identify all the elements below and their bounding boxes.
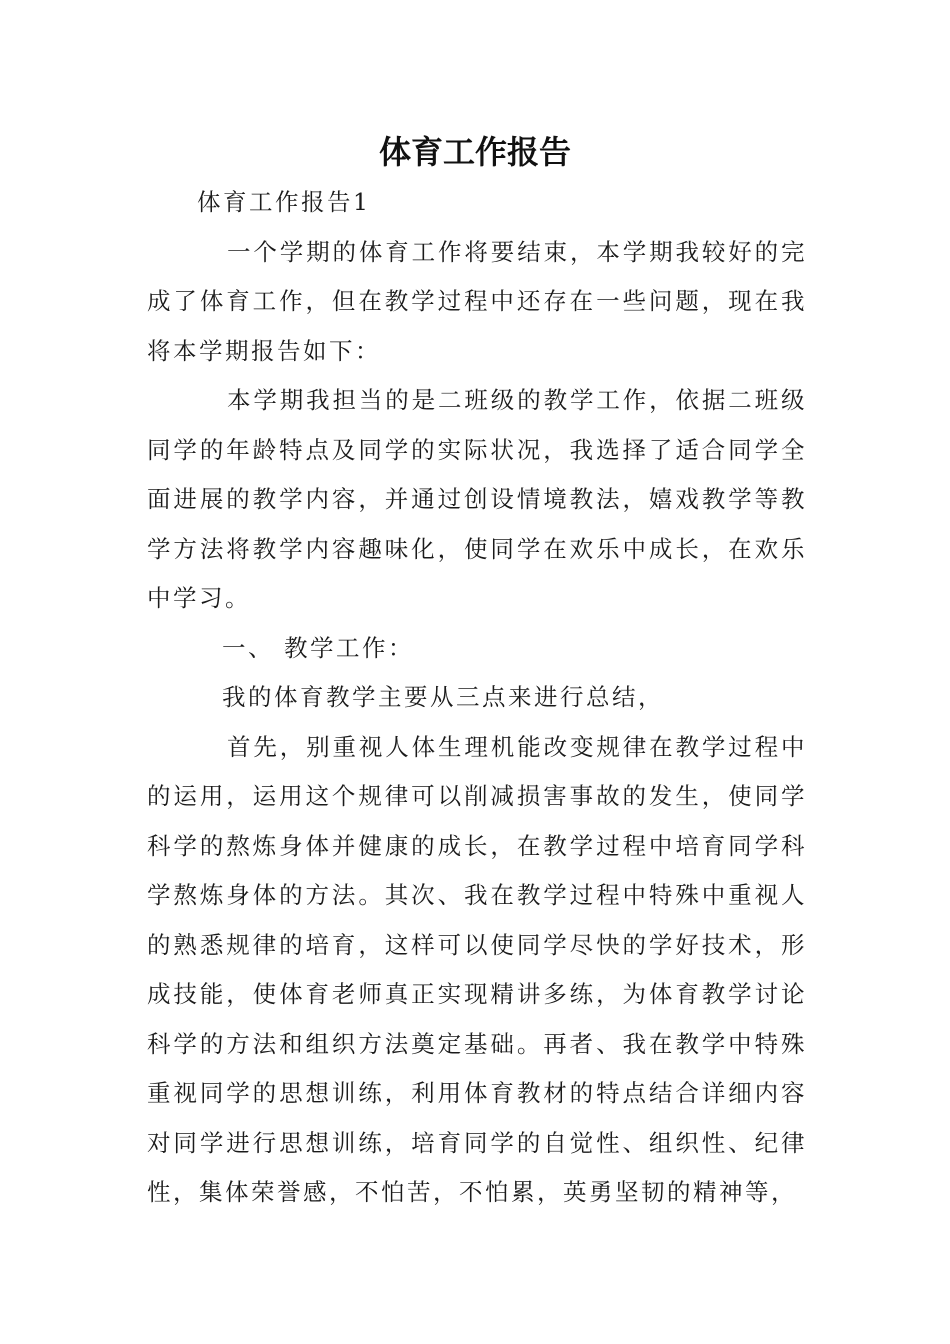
paragraph-teaching-content: 本学期我担当的是二班级的教学工作，依据二班级同学的年龄特点及同学的实际状况，我选择了适合同学全面进展的教学内容，并通过创设情境教法，嬉戏教学等教学方法将教学内容趣味化，使同学在欢乐中成长，在欢乐中学习。: [147, 386, 807, 612]
paragraph-intro: 一个学期的体育工作将要结束，本学期我较好的完成了体育工作，但在教学过程中还存在一些问题，现在我将本学期报告如下：: [147, 237, 807, 365]
section-heading-teaching-work: 一、 教学工作：: [222, 633, 414, 662]
summary-line: 我的体育教学主要从三点来进行总结，: [222, 683, 664, 711]
document-subtitle: 体育工作报告1: [197, 188, 371, 216]
document-title: 体育工作报告: [378, 133, 571, 171]
paragraph-summary-points: 首先，别重视人体生理机能改变规律在教学过程中的运用，运用这个规律可以削减损害事故的发生，使同学科学的熬炼身体并健康的成长，在教学过程中培育同学科学熬炼身体的方法。其次、我在教学过程中特殊中重视人的熟悉规律的培育，这样可以使同学尽快的学好技术，形成技能，使体育老师真正实现精讲多练，为体育教学讨论科学的方法和组织方法奠定基础。再者、我在教学中特殊重视同学的思想训练，利用体育教材的特点结合详细内容对同学进行思想训练，培育同学的自觉性、组织性、纪律性，集体荣誉感，不怕苦，不怕累，英勇坚韧的精神等，: [147, 732, 807, 1206]
document-body: [147, 178, 807, 1218]
